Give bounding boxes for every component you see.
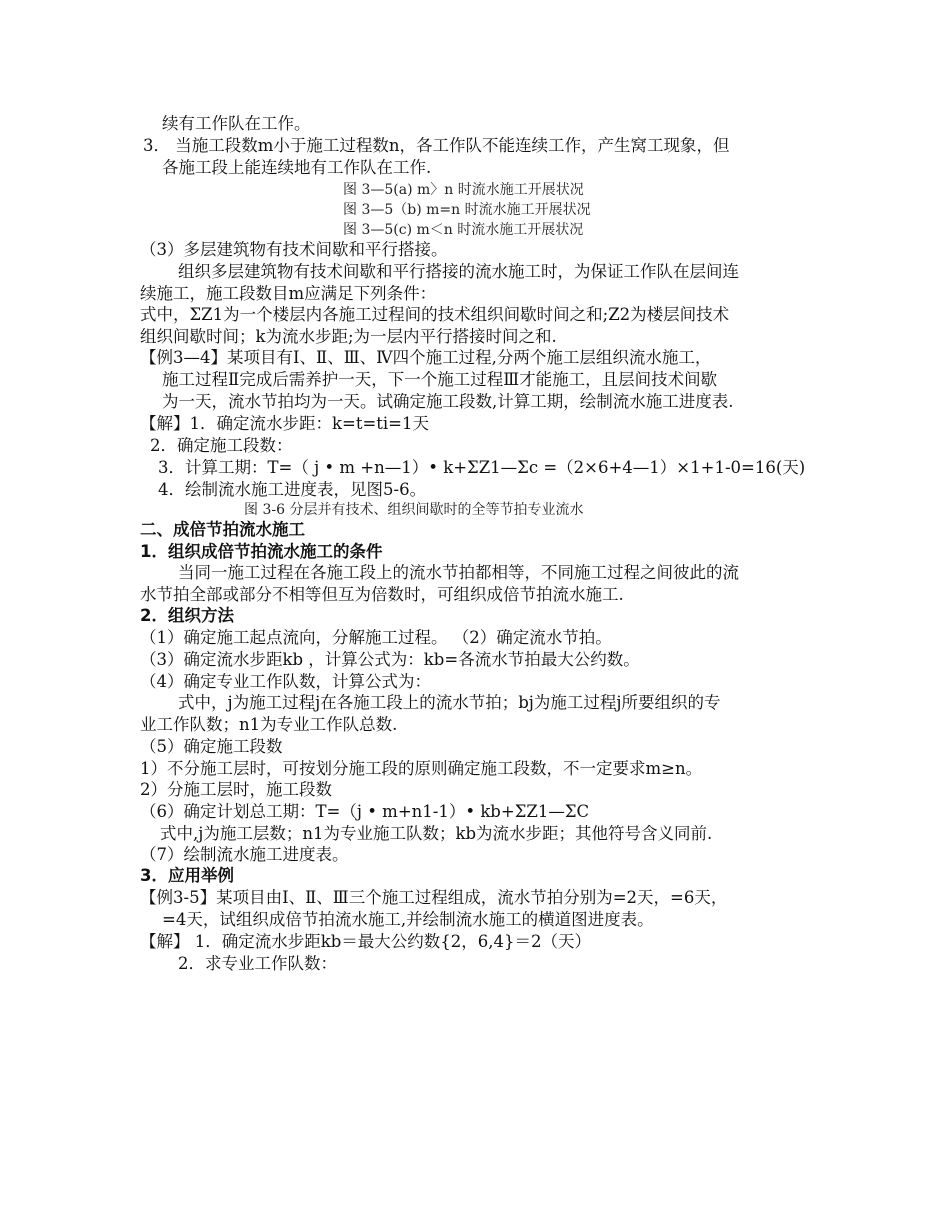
text-line: 为一天，流水节拍均为一天。试确定施工段数,计算工期，绘制流水施工进度表. [162,392,734,411]
figure-caption: 图 3—5（b) m=n 时流水施工开展状况 [343,202,591,218]
figure-caption: 图 3—5(c) m＜n 时流水施工开展状况 [343,222,584,238]
text-line: （4）确定专业工作队数，计算公式为： [140,672,431,691]
text-line: （5）确定施工段数 [140,737,283,756]
text-line: （1）确定施工起点流向，分解施工过程。 （2）确定流水节拍。 [140,628,612,647]
subsection-title: 3．应用举例 [140,866,234,885]
section-title: 二、成倍节拍流水施工 [140,520,305,539]
section-heading: （3）多层建筑物有技术间歇和平行搭接。 [140,240,448,259]
text-line: 1）不分施工层时，可按划分施工段的原则确定施工段数，不一定要求m≥n。 [140,759,703,778]
figure-caption: 图 3—5(a) m〉n 时流水施工开展状况 [343,182,584,198]
text-line: 各施工段上能连续地有工作队在工作. [162,158,432,177]
figure-caption: 图 3-6 分层并有技术、组织间歇时的全等节拍专业流水 [244,502,584,518]
text-line: （7）绘制流水施工进度表。 [140,845,349,864]
text-line: 组织间歇时间；k为流水步距;为一层内平行搭接时间之和. [140,327,557,346]
example-heading: 【例3-5】某项目由Ⅰ、Ⅱ、Ⅲ三个施工过程组成，流水节拍分别为=2天，=6天， [140,888,728,907]
example-heading: 【例3—4】某项目有Ⅰ、Ⅱ、Ⅲ、Ⅳ四个施工过程,分两个施工层组织流水施工， [140,348,712,367]
text-line: 业工作队数；n1为专业工作队总数. [140,715,398,734]
solution-line: 【解】1．确定流水步距：k=t=ti=1天 [140,414,430,433]
text-line: 3． 当施工段数m小于施工过程数n，各工作队不能连续工作，产生窝工现象，但 [143,136,730,155]
text-line: 续有工作队在工作。 [162,114,311,133]
subsection-title: 1．组织成倍节拍流水施工的条件 [140,542,383,561]
text-line: 水节拍全部或部分不相等但互为倍数时，可组织成倍节拍流水施工. [140,585,624,604]
subsection-title: 2．组织方法 [140,606,234,625]
text-line: 施工过程Ⅱ完成后需养护一天，下一个施工过程Ⅲ才能施工，且层间技术间歇 [162,370,718,389]
text-line: 式中，j为施工过程j在各施工段上的流水节拍；bj为施工过程j所要组织的专 [178,693,721,712]
solution-line: 【解】 1．确定流水步距kb＝最大公约数{2，6,4}＝2（天） [140,932,592,951]
text-line: 2）分施工层时，施工段数 [140,780,332,799]
text-line: 2．确定施工段数： [150,436,293,455]
text-line: 式中，ΣZ1为一个楼层内各施工过程间的技术组织间歇时间之和;Z2为楼层间技术 [140,305,730,324]
text-line: =4天，试组织成倍节拍流水施工,并绘制流水施工的横道图进度表。 [162,910,654,929]
text-line: （3）确定流水步距kb ，计算公式为：kb=各流水节拍最大公约数。 [140,650,640,669]
text-line: 组织多层建筑物有技术间歇和平行搭接的流水施工时，为保证工作队在层间连 [178,262,739,281]
text-line: 2．求专业工作队数： [178,954,337,973]
formula-line: 3．计算工期：T=（ j • m +n—1）• k+ΣZ1—Σc =（2×6+4—1）×1+1-0=16(天) [158,458,806,477]
text-line: 当同一施工过程在各施工段上的流水节拍都相等，不同施工过程之间彼此的流 [178,563,739,582]
text-line: 式中,j为施工层数；n1为专业施工队数；kb为流水步距；其他符号含义同前. [160,824,713,843]
text-line: 续施工，施工段数目m应满足下列条件： [140,284,437,303]
formula-line: （6）确定计划总工期：T=（j • m+n1-1）• kb+ΣZ1—ΣC [140,802,590,821]
text-line: 4．绘制流水施工进度表，见图5-6。 [158,480,427,499]
